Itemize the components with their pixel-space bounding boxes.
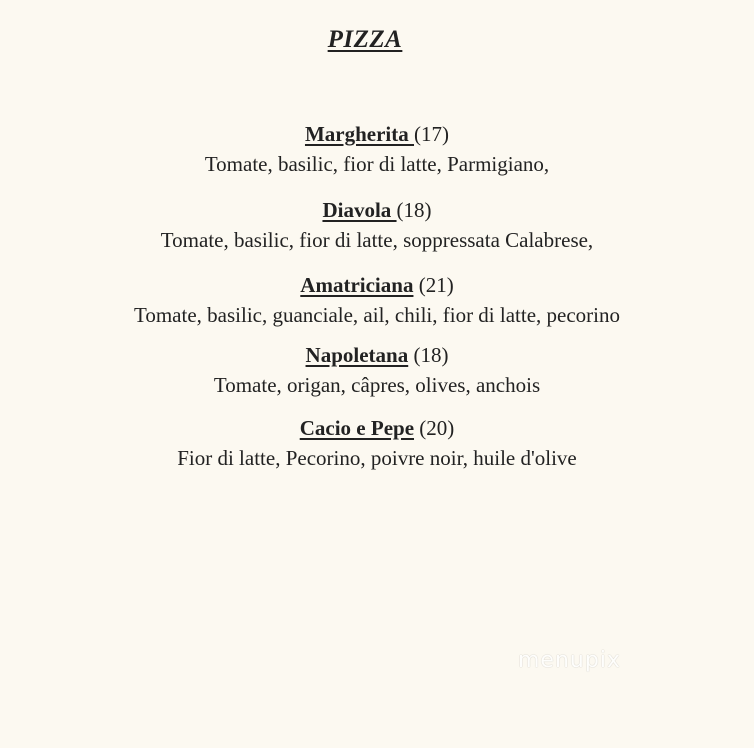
menu-item-price: (20)	[419, 416, 455, 440]
menu-item-header	[0, 195, 754, 225]
menu-item-price: (18)	[396, 198, 432, 222]
menu-item-description: Tomate, basilic, guanciale, ail, chili, fior di latte, pecorino	[133, 303, 621, 327]
menu-item-description: Tomate, origan, câpres, olives, anchois	[213, 373, 541, 397]
menu-item-header	[0, 119, 754, 149]
menupix-watermark: menupix	[518, 648, 621, 673]
menu-section-title: PIZZA	[327, 26, 403, 53]
menu-item-description: Tomate, basilic, fior di latte, Parmigiano,	[204, 152, 550, 176]
menu-item	[0, 413, 754, 473]
menu-item-header	[0, 413, 754, 443]
menu-item	[0, 195, 754, 255]
menu-item-price: (17)	[414, 122, 450, 146]
menu-item-name: Margherita	[304, 122, 415, 146]
menu-item-price: (21)	[418, 273, 454, 297]
menu-item-header	[0, 340, 754, 370]
menu-item-description: Fior di latte, Pecorino, poivre noir, huile d'olive	[177, 446, 577, 470]
menu-item	[0, 119, 754, 179]
menu-item-header	[0, 270, 754, 300]
menu-item-price: (18)	[413, 343, 449, 367]
menu-item-description: Tomate, basilic, fior di latte, soppressata Calabrese,	[160, 228, 594, 252]
menu-item-name: Diavola	[322, 198, 397, 222]
menu-item-name: Cacio e Pepe	[299, 416, 415, 440]
menu-item-name: Napoletana	[305, 343, 409, 367]
menu-item-name: Amatriciana	[300, 273, 414, 297]
menu-item	[0, 270, 754, 330]
menu-item	[0, 340, 754, 400]
